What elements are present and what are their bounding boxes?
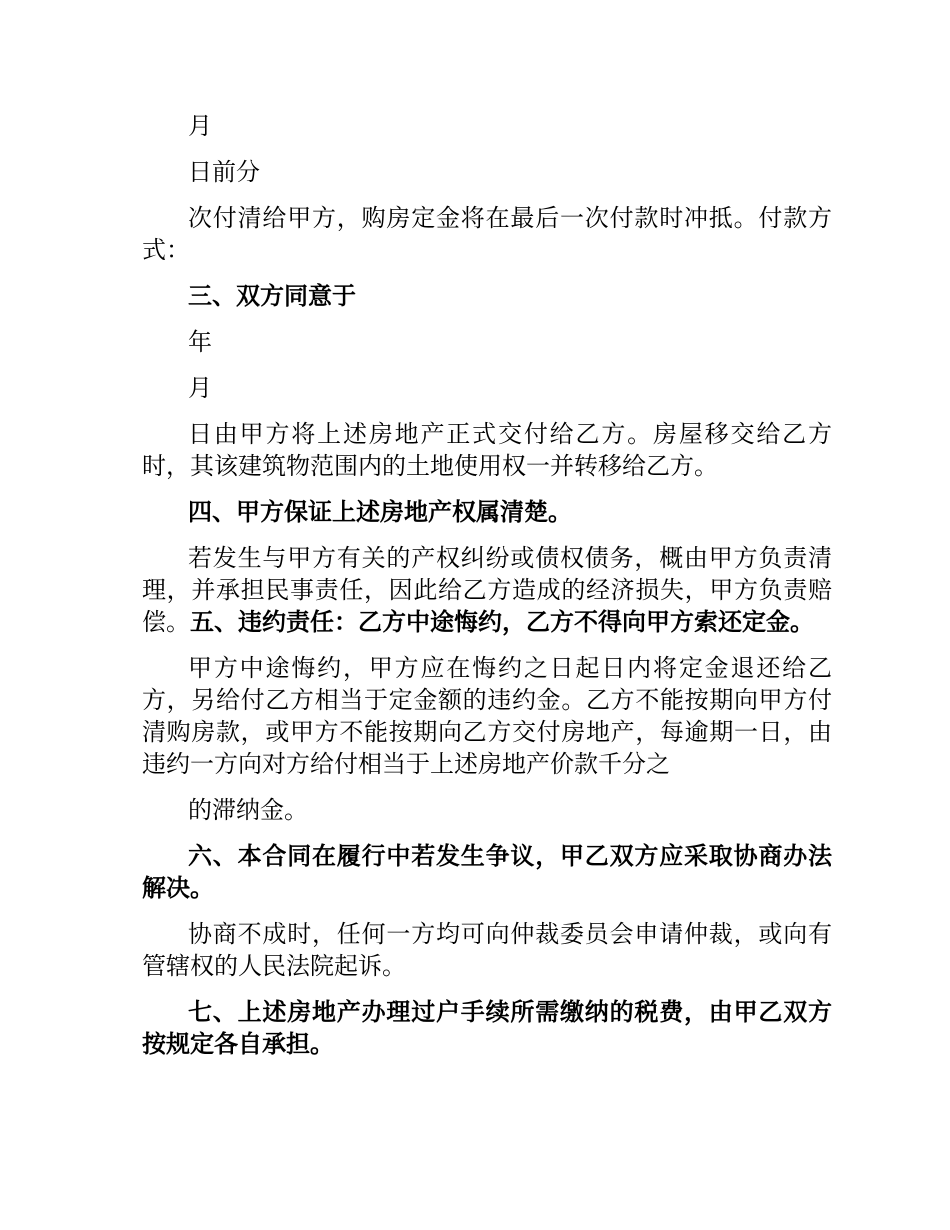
clause-7-heading [142, 996, 832, 1060]
text-run: 协商不成时，任何一方均可向仲裁委员会申请仲裁，或向有管辖权的人民法院起诉。 [142, 920, 832, 980]
paragraph-year [142, 326, 832, 358]
document-body [142, 110, 832, 1074]
paragraph-day-before [142, 156, 832, 188]
clause-4-heading [142, 496, 832, 528]
text-run: 四、甲方保证上述房地产权属清楚。 [188, 497, 572, 526]
clause-5-heading: 五、违约责任：乙方中途悔约，乙方不得向甲方索还定金。 [190, 607, 814, 636]
text-run: 七、上述房地产办理过户手续所需缴纳的税费，由甲乙双方按规定各自承担。 [142, 997, 832, 1058]
paragraph-breach-terms [142, 652, 832, 780]
text-run: 年 [188, 328, 212, 356]
clause-3-heading [142, 280, 832, 312]
paragraph-handover [142, 418, 832, 482]
text-run: 日前分 [188, 158, 260, 186]
text-run: 的滞纳金。 [188, 796, 308, 824]
clause-6-heading [142, 840, 832, 904]
text-run: 若发生与甲方有关的产权纠纷或债权债务，概由甲方负责清理，并承担民事责任，因此给乙方造成的经济损失，甲方负责赔偿。 [142, 544, 832, 636]
paragraph-arbitration [142, 918, 832, 982]
paragraph-disputes-and-clause-5 [142, 542, 832, 638]
paragraph-month-1 [142, 110, 832, 142]
text-run: 甲方中途悔约，甲方应在悔约之日起日内将定金退还给乙方，另给付乙方相当于定金额的违约金。乙方不能按期向甲方付清购房款，或甲方不能按期向乙方交付房地产，每逾期一日，由违约一方向对方给付相当于上述房地产价款千分之 [142, 654, 832, 778]
text-run: 次付清给甲方，购房定金将在最后一次付款时冲抵。付款方式： [142, 204, 832, 264]
text-run: 三、双方同意于 [188, 281, 356, 310]
paragraph-late-fee [142, 794, 832, 826]
text-run: 日由甲方将上述房地产正式交付给乙方。房屋移交给乙方时，其该建筑物范围内的土地使用权一并转移给乙方。 [142, 420, 832, 480]
text-run: 月 [188, 112, 212, 140]
text-run: 六、本合同在履行中若发生争议，甲乙双方应采取协商办法解决。 [142, 841, 832, 902]
paragraph-month-2 [142, 372, 832, 404]
text-run: 月 [188, 374, 212, 402]
paragraph-payment-terms [142, 202, 832, 266]
